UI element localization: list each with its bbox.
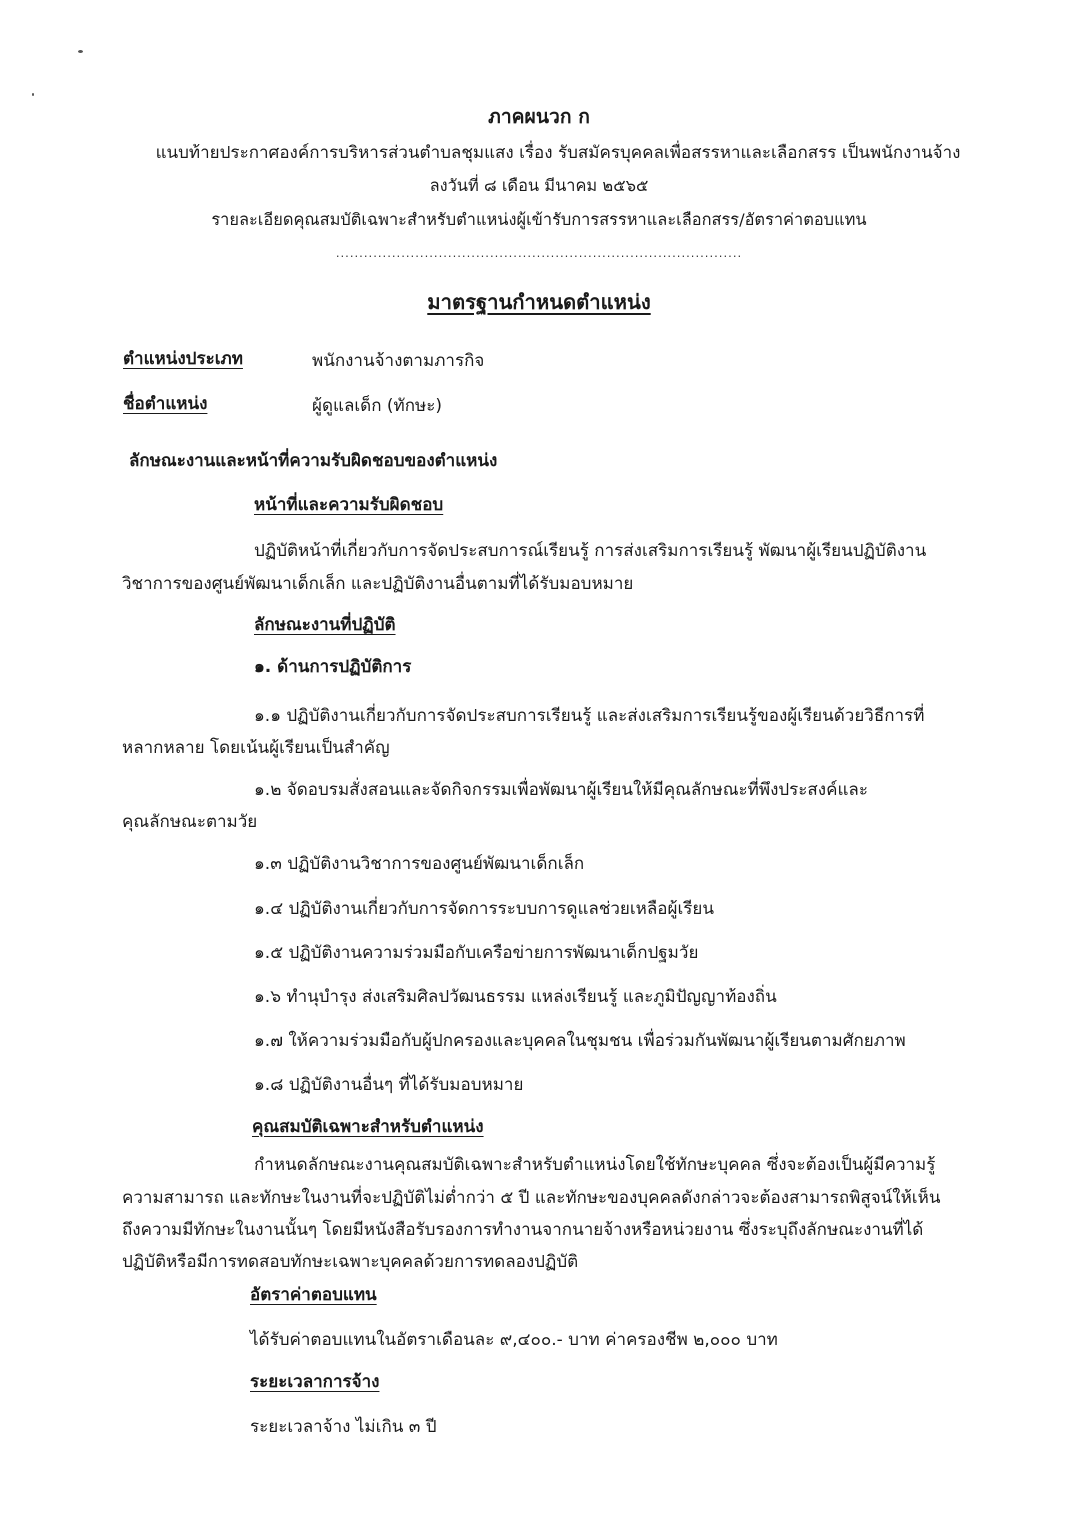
task-item-1-4: ๑.๔ ปฏิบัติงานเกี่ยวกับการจัดการระบบการดูแลช่วยเหลือผู้เรียน	[254, 899, 715, 919]
header-line-announcement: แนบท้ายประกาศองค์การบริหารส่วนตำบลชุมแสง เรื่อง รับสมัครบุคคลเพื่อสรรหาและเลือกสรร เป็นพนักงานจ้าง	[155, 143, 961, 163]
qualification-text-line4: ปฏิบัติหรือมีการทดสอบทักษะเฉพาะบุคคลด้วยการทดลองปฏิบัติ	[122, 1252, 579, 1272]
qualification-text-line3: ถึงความมีทักษะในงานนั้นๆ โดยมีหนังสือรับรองการทำงานจากนายจ้างหรือหน่วยงาน ซึ่งระบุถึงลักษณะงานที่ได้	[122, 1220, 924, 1240]
task-item-1-5: ๑.๕ ปฏิบัติงานความร่วมมือกับเครือข่ายการพัฒนาเด็กปฐมวัย	[254, 943, 699, 963]
responsibility-text-line1: ปฏิบัติหน้าที่เกี่ยวกับการจัดประสบการณ์เรียนรู้ การส่งเสริมการเรียนรู้ พัฒนาผู้เรียนปฏิบัติงาน	[254, 541, 927, 561]
work-nature-heading: ลักษณะงานที่ปฏิบัติ	[254, 615, 396, 635]
qualification-text-line2: ความสามารถ และทักษะในงานที่จะปฏิบัติไม่ต่ำกว่า ๕ ปี และทักษะของบุคคลดังกล่าวจะต้องสามารถพิสูจน์ให้เห็น	[122, 1188, 941, 1208]
compensation-heading: อัตราค่าตอบแทน	[250, 1285, 377, 1305]
task-item-1-3: ๑.๓ ปฏิบัติงานวิชาการของศูนย์พัฒนาเด็กเล็ก	[254, 854, 585, 874]
doc-title: มาตรฐานกำหนดตำแหน่ง	[427, 290, 651, 314]
scan-speck	[32, 93, 34, 96]
position-name-value: ผู้ดูแลเด็ก (ทักษะ)	[312, 396, 443, 416]
header-separator: .......................................................................................	[335, 246, 743, 260]
task-item-1-1-cont: หลากหลาย โดยเน้นผู้เรียนเป็นสำคัญ	[122, 738, 390, 758]
task-item-1-1: ๑.๑ ปฏิบัติงานเกี่ยวกับการจัดประสบการเรียนรู้ และส่งเสริมการเรียนรู้ของผู้เรียนด้วยวิธีการที่	[254, 706, 925, 726]
position-name-label: ชื่อตำแหน่ง	[123, 394, 208, 414]
compensation-text: ได้รับค่าตอบแทนในอัตราเดือนละ ๙,๔๐๐.- บาท ค่าครองชีพ ๒,๐๐๐ บาท	[250, 1330, 778, 1350]
task-item-1-2-cont: คุณลักษณะตามวัย	[122, 812, 258, 832]
task-item-1-6: ๑.๖ ทำนุบำรุง ส่งเสริมศิลปวัฒนธรรม แหล่งเรียนรู้ และภูมิปัญญาท้องถิ่น	[254, 987, 777, 1007]
responsibility-text-line2: วิชาการของศูนย์พัฒนาเด็กเล็ก และปฏิบัติงานอื่นตามที่ได้รับมอบหมาย	[122, 574, 634, 594]
position-type-value: พนักงานจ้างตามภารกิจ	[312, 351, 485, 371]
employment-period-text: ระยะเวลาจ้าง ไม่เกิน ๓ ปี	[250, 1417, 437, 1437]
qualification-heading: คุณสมบัติเฉพาะสำหรับตำแหน่ง	[252, 1117, 484, 1137]
position-type-label: ตำแหน่งประเภท	[123, 349, 243, 369]
section-operations-heading: ๑. ด้านการปฏิบัติการ	[254, 657, 412, 677]
employment-period-heading: ระยะเวลาการจ้าง	[250, 1372, 380, 1392]
task-item-1-7: ๑.๗ ให้ความร่วมมือกับผู้ปกครองและบุคคลในชุมชน เพื่อร่วมกันพัฒนาผู้เรียนตามศักยภาพ	[254, 1031, 906, 1051]
header-line-details: รายละเอียดคุณสมบัติเฉพาะสำหรับตำแหน่งผู้เข้ารับการสรรหาและเลือกสรร/อัตราค่าตอบแทน	[211, 210, 867, 229]
responsibility-heading: หน้าที่และความรับผิดชอบ	[254, 495, 444, 515]
qualification-text-line1: กำหนดลักษณะงานคุณสมบัติเฉพาะสำหรับตำแหน่งโดยใช้ทักษะบุคคล ซึ่งจะต้องเป็นผู้มีความรู้	[254, 1155, 936, 1175]
task-item-1-8: ๑.๘ ปฏิบัติงานอื่นๆ ที่ได้รับมอบหมาย	[254, 1075, 524, 1095]
scan-speck	[78, 50, 83, 53]
duties-heading: ลักษณะงานและหน้าที่ความรับผิดชอบของตำแหน่ง	[129, 451, 498, 471]
task-item-1-2: ๑.๒ จัดอบรมสั่งสอนและจัดกิจกรรมเพื่อพัฒนาผู้เรียนให้มีคุณลักษณะที่พึงประสงค์และ	[254, 780, 868, 800]
header-line-date: ลงวันที่ ๘ เดือน มีนาคม ๒๕๖๕	[429, 176, 649, 195]
annex-title: ภาคผนวก ก	[488, 105, 590, 128]
